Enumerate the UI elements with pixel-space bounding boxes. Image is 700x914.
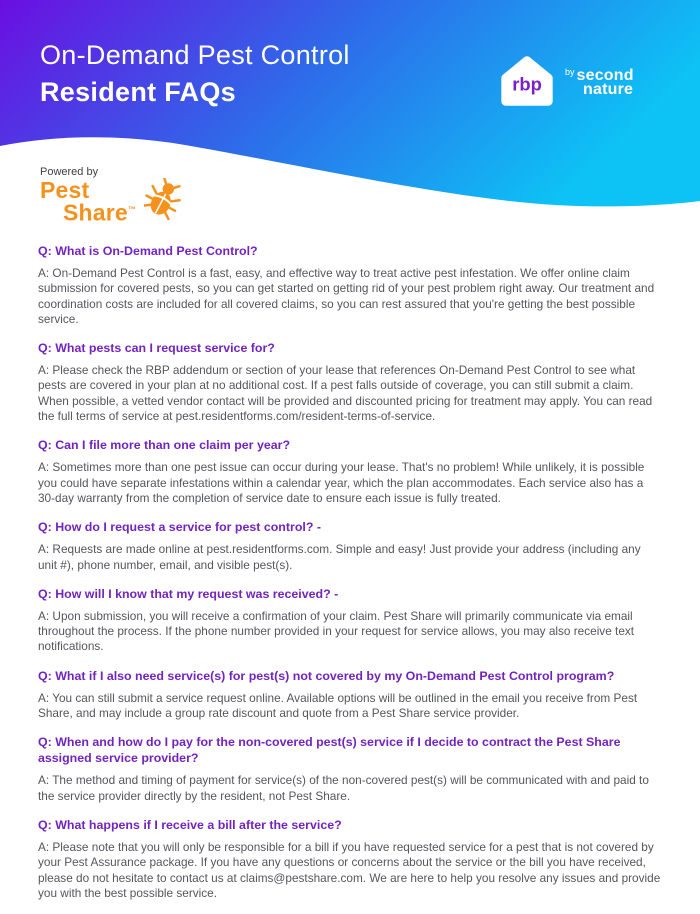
faq-answer: A: Requests are made online at pest.residentforms.com. Simple and easy! Just provide your address (including any unit #), phone number, email, and visible pest(s). <box>38 542 641 572</box>
faq-answer: A: Please check the RBP addendum or section of your lease that references On-Demand Pest Control to see what pests are covered in your plan at no additional cost. If a pest falls outside of coverage, you can still submit a claim. When possible, a vetted vendor contact will be provided and discounted pricing for treatment may apply. You can read the full terms of service at pest.residentforms.com/resident-terms-of-service. <box>38 363 653 424</box>
faq-answer: A: Please note that you will only be responsible for a bill if you have requested service for a pest that is not covered by your Pest Assurance package. If you have any questions or concerns about the service or the bill you have received, please do not hesitate to contact us at claims@pestshare.com. We are here to help you resolve any issues and provide you with the best possible service. <box>38 839 661 900</box>
faq-item <box>38 817 662 901</box>
bug-icon <box>144 178 182 220</box>
powered-by-label: Powered by <box>40 166 99 178</box>
pest-share-word1: Pest <box>40 177 90 203</box>
faq-item <box>38 340 662 424</box>
faq-answer: A: Sometimes more than one pest issue can occur during your lease. That's no problem! While unlikely, it is possible you could have separate infestations within a calendar year, which the plan accommodates. Each service also has a 30-day warranty from the completion of service date to ensure each issue is fully treated. <box>38 460 645 505</box>
faq-question: Q: How will I know that my request was received? - <box>38 586 339 601</box>
faq-item <box>38 668 662 722</box>
faq-answer: A: You can still submit a service request online. Available options will be outlined in the email you receive from Pest Share, and may include a group rate discount and quote from a Pest Share service provider. <box>38 690 638 721</box>
faq-answer: A: On-Demand Pest Control is a fast, easy, and effective way to treat active pest infestation. We offer online claim submission for covered pests, so you can get started on getting rid of your pest problem right away. Our treatment and coordination costs are included for all covered claims, so you can rest assured that you're getting the best possible service. <box>38 266 655 326</box>
page-title <box>40 36 350 110</box>
second-nature-wordmark <box>565 69 634 97</box>
faq-question: Q: What happens if I receive a bill after the service? <box>38 817 342 832</box>
faq-item <box>38 519 662 573</box>
faq-item <box>38 437 662 506</box>
faq-question: Q: What pests can I request service for? <box>38 341 275 356</box>
brand-word-nature: nature <box>583 81 634 98</box>
faq-item <box>38 243 662 327</box>
faq-list <box>38 243 662 914</box>
faq-item <box>38 734 662 804</box>
faq-question: Q: What if I also need service(s) for pest(s) not covered by my On-Demand Pest Control program? <box>38 668 615 683</box>
pest-share-word2: Share <box>63 199 128 226</box>
rbp-house-icon <box>496 50 558 112</box>
faq-answer: A: Upon submission, you will receive a confirmation of your claim. Pest Share will primarily communicate via email throughout the process. If the phone number provided in your request for service allows, you may also receive text notifications. <box>38 608 635 654</box>
page-title-line1: On-Demand Pest Control <box>40 40 350 70</box>
rbp-logo-text: rbp <box>512 73 542 95</box>
pest-share-logo <box>40 166 182 226</box>
faq-question: Q: Can I file more than one claim per year? <box>38 438 291 453</box>
faq-question: Q: How do I request a service for pest control? - <box>38 520 321 535</box>
faq-question: Q: What is On-Demand Pest Control? <box>38 244 258 258</box>
rbp-second-nature-logo <box>496 50 634 112</box>
trademark-symbol: ™ <box>127 205 137 214</box>
page-title-line2: Resident FAQs <box>40 77 236 107</box>
by-label: by <box>565 67 575 77</box>
faq-item <box>38 586 662 655</box>
brand-word-second: second <box>576 67 634 84</box>
pest-share-wordmark <box>40 177 137 226</box>
faq-question: Q: When and how do I pay for the non-covered pest(s) service if I decide to contract the Pest Share assigned service provider? <box>38 735 621 766</box>
faq-answer: A: The method and timing of payment for service(s) of the non-covered pest(s) will be communicated with and paid to the service provider directly by the resident, not Pest Share. <box>38 773 649 803</box>
